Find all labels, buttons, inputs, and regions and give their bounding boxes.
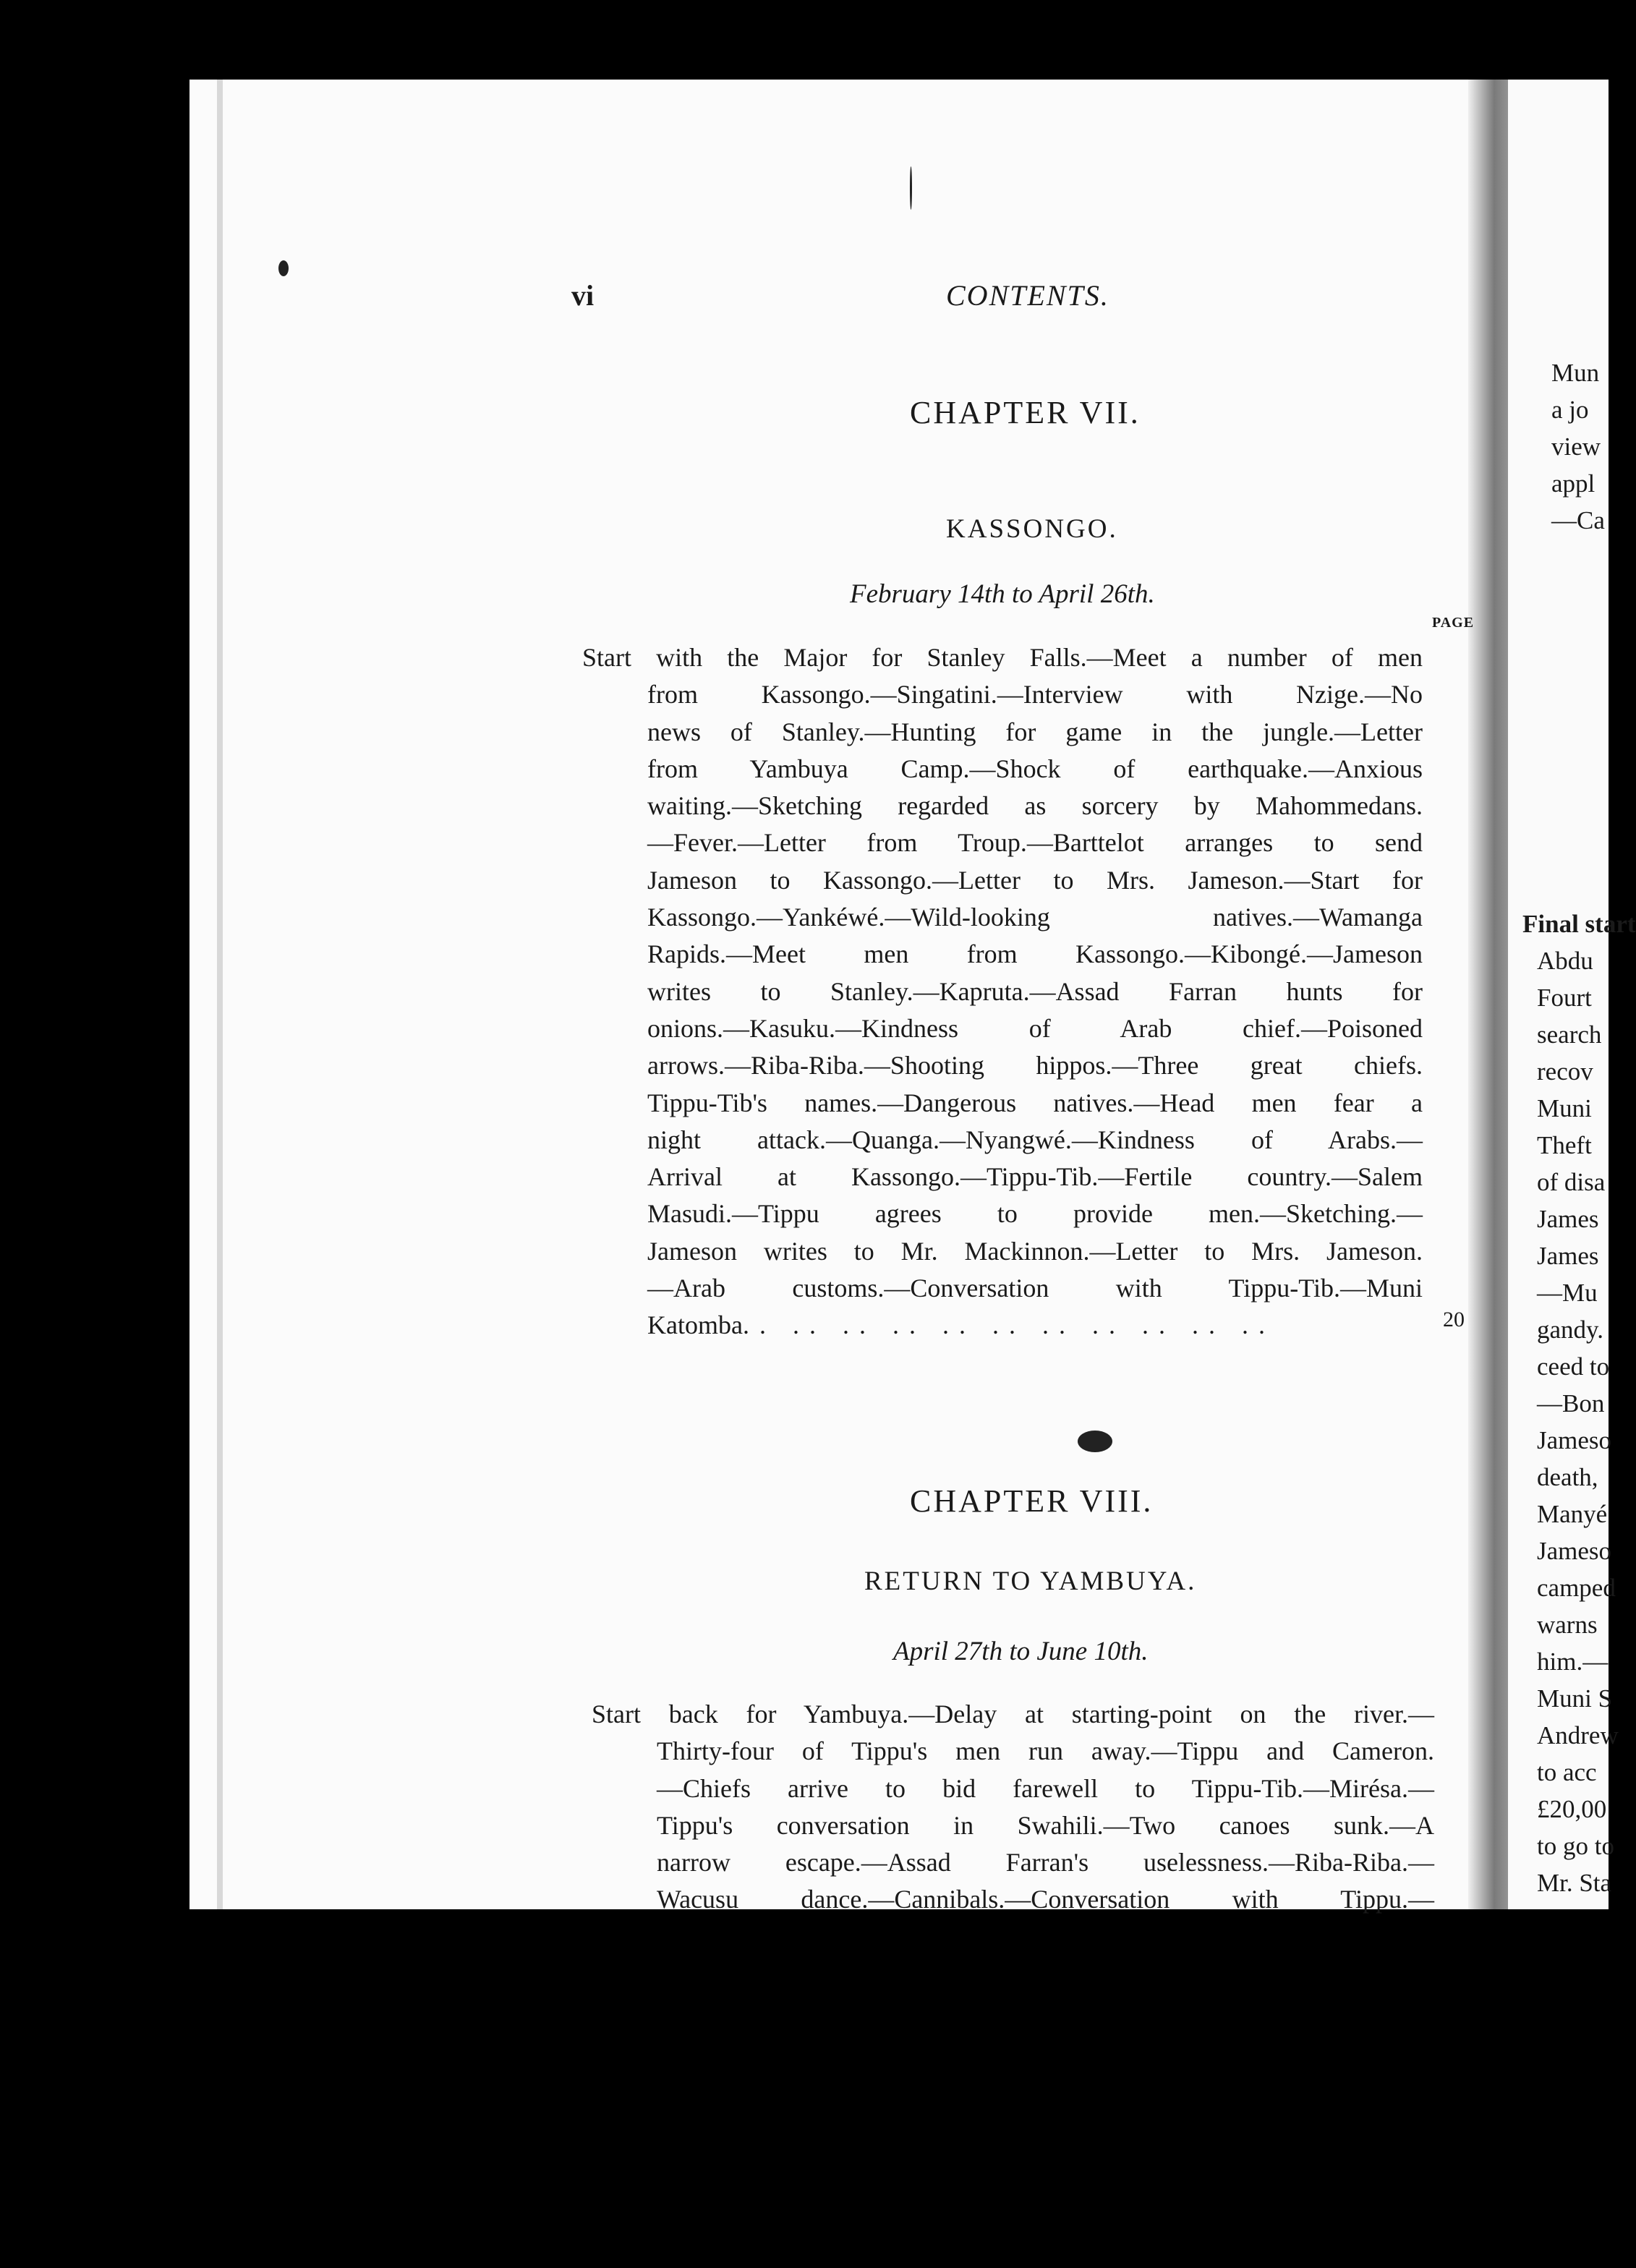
synopsis-line: from Kassongo.—Singatini.—Interview with Nzige.—No [647, 680, 1423, 709]
facing-page-line: to acc [1537, 1758, 1597, 1786]
synopsis-line: —Chiefs arrive to bid farewell to Tippu-Tib.—Mirésa.— [657, 1773, 1434, 1803]
synopsis-line: Wacusu dance.—Cannibals.—Conversation with Tippu.— [657, 1885, 1434, 1914]
synopsis-line-end: Katomba [647, 1310, 743, 1340]
synopsis-line: Thirty-four of Tippu's men run away.—Tippu and Cameron. [657, 1736, 1434, 1766]
synopsis-line: Kassongo.—Yankéwé.—Wild-looking natives.—Wamanga [647, 903, 1423, 932]
synopsis-line: Start with the Major for Stanley Falls.—Meet a number of men [582, 643, 1423, 672]
facing-page-line: Theft [1537, 1131, 1592, 1159]
chapter-title: CHAPTER VIII. [910, 1483, 1154, 1519]
facing-page-line: Andrew [1537, 1721, 1619, 1749]
chapter-synopsis [592, 1696, 1434, 1919]
facing-page-line: James [1537, 1205, 1599, 1233]
synopsis-line: arrows.—Riba-Riba.—Shooting hippos.—Three great chiefs. [647, 1051, 1423, 1080]
synopsis-line: Masudi.—Tippu agrees to provide men.—Sketching.— [647, 1199, 1423, 1229]
chapter-synopsis [582, 639, 1423, 1344]
scan-speck [1078, 1431, 1112, 1452]
facing-page-line: —Ca [1551, 506, 1605, 534]
page-number: 20 [1443, 1308, 1465, 1331]
facing-page-line: him.— [1537, 1647, 1609, 1676]
chapter-subtitle: KASSONGO. [946, 514, 1118, 544]
page-column-label: PAGE [1432, 615, 1475, 631]
facing-page-line: James [1537, 1242, 1599, 1270]
synopsis-line: Arrival at Kassongo.—Tippu-Tib.—Fertile country.—Salem [647, 1162, 1423, 1192]
facing-page-line: Mr. Sta [1537, 1869, 1612, 1897]
facing-page-line: appl [1551, 469, 1595, 498]
chapter-dates: February 14th to April 26th. [850, 579, 1155, 609]
dot-leaders: .. .. .. .. .. .. .. .. .. .. .. [742, 1310, 1275, 1340]
synopsis-line: onions.—Kasuku.—Kindness of Arab chief.—Poisoned [647, 1013, 1423, 1043]
synopsis-line: narrow escape.—Assad Farran's uselessness.—Riba-Riba.— [657, 1848, 1434, 1877]
facing-page-line: Final start [1522, 910, 1636, 938]
chapter-dates: April 27th to June 10th. [893, 1637, 1149, 1666]
facing-page-line: of disa [1537, 1168, 1606, 1196]
synopsis-line: Jameson to Kassongo.—Letter to Mrs. Jameson.—Start for [647, 865, 1423, 895]
chapter-subtitle: RETURN TO YAMBUYA. [864, 1566, 1197, 1596]
facing-page-line: —Bon [1537, 1389, 1605, 1418]
facing-page-line: Mun [1551, 359, 1600, 387]
synopsis-line: from Yambuya Camp.—Shock of earthquake.—Anxious [647, 754, 1423, 783]
synopsis-line: —Fever.—Letter from Troup.—Barttelot arranges to send [647, 828, 1423, 858]
facing-page-line: —Mu [1537, 1279, 1598, 1307]
scan-speck [278, 260, 289, 276]
facing-page-fragment [1508, 80, 1636, 1909]
facing-page-line: £20,00 [1537, 1795, 1607, 1823]
facing-page-line: ceed to [1537, 1352, 1610, 1381]
facing-page-line: camped [1537, 1574, 1616, 1602]
facing-page-line: Abdu [1537, 947, 1593, 975]
synopsis-line: Tippu's conversation in Swahili.—Two canoes sunk.—A [657, 1810, 1434, 1840]
facing-page-line: Jameso [1537, 1426, 1612, 1454]
facing-page-line: death, [1537, 1463, 1598, 1491]
facing-page-text-bottom [1522, 905, 1636, 1901]
page-edge [217, 80, 223, 1909]
facing-page-line: recov [1537, 1057, 1593, 1086]
facing-page-line: Muni S [1537, 1684, 1613, 1713]
facing-page-line: Jameso [1537, 1537, 1612, 1565]
synopsis-line: night attack.—Quanga.—Nyangwé.—Kindness of Arabs.— [647, 1125, 1423, 1154]
synopsis-line: —Arab customs.—Conversation with Tippu-Tib.—Muni [647, 1274, 1423, 1303]
facing-page-line: Fourt [1537, 984, 1592, 1012]
synopsis-line: Start back for Yambuya.—Delay at starting-point on the river.— [592, 1700, 1434, 1728]
facing-page-text-top [1551, 354, 1609, 539]
chapter-title: CHAPTER VII. [910, 395, 1141, 430]
synopsis-line: Rapids.—Meet men from Kassongo.—Kibongé.—Jameson [647, 939, 1423, 969]
synopsis-line: Tippu-Tib's names.—Dangerous natives.—Head men fear a [647, 1088, 1423, 1117]
facing-page-line: Muni [1537, 1094, 1592, 1122]
facing-page-line: warns [1537, 1611, 1598, 1639]
facing-page-line: view [1551, 432, 1601, 461]
page-folio: vi [571, 279, 595, 312]
synopsis-line: news of Stanley.—Hunting for game in the jungle.—Letter [647, 717, 1423, 746]
facing-page-line: gandy. [1537, 1316, 1604, 1344]
synopsis-line: waiting.—Sketching regarded as sorcery by Mahommedans. [647, 791, 1423, 821]
facing-page-line: Manyé [1537, 1500, 1608, 1528]
synopsis-last-line [647, 1307, 1423, 1344]
facing-page-line: a jo [1551, 396, 1589, 424]
facing-page-line: to go to [1537, 1832, 1614, 1860]
synopsis-line: Jameson writes to Mr. Mackinnon.—Letter to Mrs. Jameson. [647, 1236, 1423, 1266]
synopsis-line: writes to Stanley.—Kapruta.—Assad Farran hunts for [647, 976, 1423, 1006]
binding-gutter [1468, 80, 1512, 1909]
running-head: CONTENTS. [946, 279, 1109, 312]
scan-speck [910, 166, 912, 210]
facing-page-line: search [1537, 1020, 1602, 1049]
